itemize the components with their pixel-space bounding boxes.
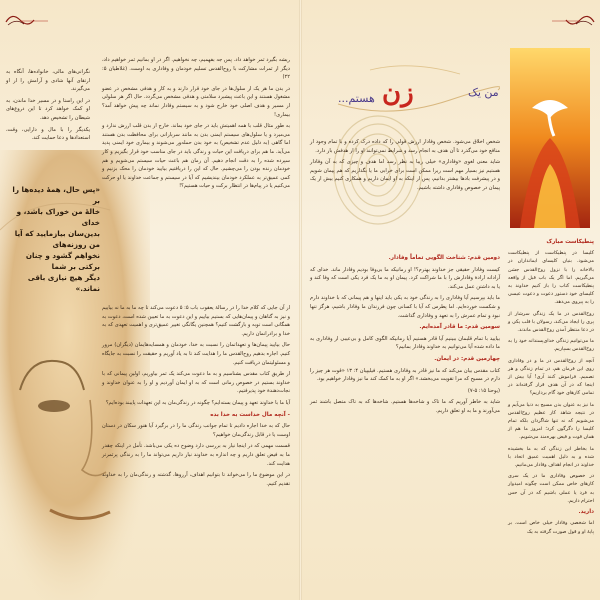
paragraph: در خصوص وفاداری ما در یک سری کارهای خاص ممکن است چگونه امیدوار به فرد یا عملی باشیم که در آن حس احترام داریم.: [508, 473, 594, 504]
left-column-top: [6, 68, 90, 146]
pentecost-photo: [510, 48, 590, 228]
flame-dove-icon: [510, 48, 590, 228]
side-subheading: دارید.: [578, 509, 594, 516]
paragraph: از طریق کتاب مقدس بشناسیم و به ما دعوت می‌کند یک ثمر بیاوریم، اولین پیمانی که با خداوند بستیم در خصوص زمانی است که به او ایمان آوردیم و او را به عنوان خداوند و نجات‌دهندهٔ خود پذیرفتیم.: [102, 371, 290, 395]
title-suffix: هستم...: [338, 92, 375, 105]
paragraph: کیست وفادار حقیقی جز خداوند بهترم؟! او زمانیکه ما بی‌وفا بودیم وفادار ماند. خدای که آزادانه ارادهٔ وفادارش را با ما شراکت کرد. پیمان او به ما یک فرد یکی است که وفا کند و یا به داشتن عمل می‌کند.: [310, 266, 500, 290]
left-page-lower-column: [102, 304, 290, 491]
section-heading: سومین قدم: ما قادر آمده‌ایم.: [419, 324, 500, 331]
left-page-main-column: [102, 56, 290, 194]
page-gutter: [299, 0, 302, 600]
title-main-word: زن: [382, 78, 414, 108]
title-prefix: من یک: [468, 86, 499, 99]
paragraph: کلیسا در پنطیکاست از پنطیکاست می‌شود. بنیان کلیسای ایمانداران در بالاخانه را با نزول روح‌القدس جشن می‌گیریم. اما اگر یک باب قبل از واقعه پنطیکاست کتاب را باز کنیم خداوند به کلیسای خود دستور دعوت و دعوت عیسی را به پیروی می‌دهد.: [508, 250, 594, 306]
paragraph: ریشه بگیرد ثمر خواهد داد. پس جه بفهمیم، چه نخواهیم. اگر در او بمانیم ثمر خواهیم داد، دیگر از ثمرات مشارکت با روح‌القدس تسلیم خودمان و وفاداری به اوست. (غلاطیان ۵: ۲۲): [102, 57, 290, 81]
pull-quote: [6, 184, 100, 294]
ornament-right-icon: [550, 10, 596, 32]
paragraph: یکدیگر را با مال و دارایی، وقت، استعدادها و دعا حمایت کند.: [6, 126, 90, 142]
paragraph: قسمت مهمی که در اینجا نیاز به بررسی دارد وضوح ده یکی می‌باشد. تأمل در اینکه چقدر ما به فیض تعلق داریم و چه اندازه به خداوند نیاز داریم می‌تواند ما را به زندگی پرثمرتر هدایت کند.: [102, 443, 290, 467]
paragraph: به طور مثال قلب با همه اهمیتش باید در جای خود بماند. خارج از بدن قلب ارزش ندارد و می‌میرد و یا سلول‌های سیستم ایمنی بدن به مانند سربازانی برای محافظت بدن هستند اما گاهی (به دلیل عدم تشخیص) به خود بدن حمله‌ور می‌شوند و بیماری خود ایمنی پدید می‌آید. ما هم برای دریافت این حیات و زندگی باید در جای مناسب خود قرار بگیریم و کار سپرده شده را به دقت انجام دهیم. آن زمان هم باعث حیات سیستم می‌شویم و هم خودمان زنده بودن را می‌چشیم. حال که این را دریافتیم بیایید خودمان را محک بزنیم و کمی عمیق‌تر به عملکرد خودمان بیندیشیم که آیا در سیستم و جماعت خداوند یا او حرکت می‌کنیم یا در پیام‌ها در انتظار برکت و حیات هستیم؟!: [102, 123, 290, 190]
paragraph: شاید به خاطر آوریم که ما تاک و شاخه‌ها هستیم. شاخه‌ها که به تاک متصل باشند ثمر می‌آورند و ما به او تعلق داریم.: [310, 399, 500, 414]
pull-quote-line: دیگر هیچ نیازی باقی نماند.»: [27, 273, 100, 293]
side-heading: پنطیکاست مبارک: [546, 239, 594, 245]
paragraph: بیایید با تمام قلبمان ببینیم آیا قادر هستیم آیا زمانیکه الگوی کامل و بی‌عیبی از وفاداری به ما داده شده آیا می‌توانیم به خداوند وفادار بمانیم؟: [310, 335, 500, 351]
paragraph: اما شخصی وفادار خیلی خاص است. بر پایهٔ او و قول صورت گرفته به یک: [508, 520, 594, 535]
right-page-intro: [310, 138, 500, 196]
paragraph: در این موضوع ما را می‌خواند تا بتوانیم اهداف، آرزوها، گذشته و زندگی‌مان را به خداوند تقدیم کنیم.: [102, 472, 290, 487]
pull-quote-line: نخواهم گشود و چنان برکتی بر شما: [25, 251, 100, 271]
paragraph: شاید معنی لغوی «وفاداری» خیلی زیبا به نظر رسد اما هدف و چیزی که به آن وفادار هستیم نیز بسیار مهم است زیرا ممکن است برای خرابی ما یا بگذاریم که هم پیمان شویم و در پیشرفت بادها بیشتر بدانیم، پس از اینکه به او ایمان داریم و همکاری کنیم بیش از یک پیمان در خصوص وفاداری داشته باشیم.: [310, 159, 500, 191]
paragraph: ما می‌توانیم زندگی خدای‌پسندانه خود را به روح‌القدس بسپاریم.: [508, 338, 594, 353]
pull-quote-line: خالهٔ من خوراک باشد، و خدای: [16, 207, 100, 227]
paragraph: ما باید بپرسیم آیا وفاداری را به زندگی خود به یکی باید اینها و هم پیمانی که با خداوند دارم و شکست خورده‌ایم. اما پطرس که آیا با کسانی چون فرزندان ما وفادار باشیم، هرگز تنها نبود و تمام عمرش را به تعهد و وفاداری گذاشت.: [310, 295, 500, 319]
paragraph: حال بیایید پیمان‌ها و تعهداتمان را نسبت به خدا، خودمان و همسایه‌هایمان (دیگران) مرور کنیم. اجازه بدهیم روح‌القدس ما را هدایت کند تا به یاد آوریم و حقیقت را نسبت به جایگاه و مسئولیتمان دریافت کنیم.: [102, 342, 290, 366]
paragraph: از آن جایی که کلام خدا را در رسالهٔ یعقوب باب ۵: ۵ دعوت می‌کند تا چه ما به ما نه بیاییم و نیز به گناهان و پیمان‌هایی که بستیم بیاییم و این دعوت به ما تعیین شده است، دعوت به همگانی است توبه و بازگشت کنیم؟ همچنین یگانگی تغییر عمیق‌تری و اهمیت تعهدی که به خدا و برادرانمان داریم.: [102, 305, 291, 337]
paragraph: (یوحنا ۱۵: ۵-۷): [467, 387, 500, 394]
paragraph: حال که به خدا اجازه دادیم تا تمام جوانب زندگی ما را در برگیرد آیا هنوز سکان در دستان اوست یا در قابل زندگی‌مان خواهیم؟: [102, 423, 290, 438]
paragraph: ما بخاطر این زندگی که به ما بخشیده شده و به دلیل اهمیت عمیق اتحاد با خداوند در انجام اهداف وفادار می‌مانیم.: [508, 445, 594, 469]
ornament-left-icon: [4, 10, 50, 32]
paragraph: شخص اخلاق می‌شود. شخص وفادار ارزش قولی را که داده درک کرده و با تمام وجود از منافع خود می‌گذرد تا آن هدف به انجام رسد و شرایط نمی‌توانند او را از هدفش باز دارد.: [310, 139, 500, 154]
section-heading: دومین قدم: شناخت الگویی تماماً وفادار.: [388, 255, 500, 261]
side-column: [508, 238, 594, 539]
right-page-main-column: [310, 254, 500, 419]
paragraph: در بدن ما هر یک از سلول‌ها در جای خود قرار دارند و به کار و هدفی مشخص در عضو مشغول هستند و این باعث پیشبرد سلامتی و هدفی مشخص می‌گردد. حال اگر هر سلولی از مسیر و هدف اصلی خود خارج شود و به سیستم وفادار نماند چه پیش خواهد آمد؟ بیماری!: [102, 85, 290, 118]
paragraph: در این راستا و در مسیر خدا ماندن، به او کمک خواهد کرد تا این دروغ‌های شیطان را تشخیص دهد.: [6, 97, 90, 121]
paragraph: آنچه از روح‌القدس در ما و در وفاداری روی این فرمان هم، در تمام زندگی و هر تصمیم. فراموش کنند آری! آیا بیش از اینجا که در آن هدف قرار گرفته‌اند در تمامی کارهای خود گام برداریم؟: [508, 357, 594, 397]
section-heading: - آنچه مال خداست به خدا بده: [210, 411, 290, 418]
paragraph: کتاب مقدس بیان می‌کند که ما نیز قادر به وفاداری هستیم. فیلیپیان ۴: ۱۳ «قوت هر چیز را دارم در مسیح که مرا تقویت می‌بخشد.» اگر او به ما کمک کند ما نیز وفادار خواهیم بود.: [310, 367, 501, 383]
paragraph: ما نیز به عنوان بدن مسیح به دنیا می‌آیم و در نتیجه شاهد کار عظیم روح‌القدس می‌شویم که نه تنها شاگردان بلکه تمام کلیسا را دگرگون کرد؛ امروز ما هم از همان قوت و فیض بهره‌مند می‌شویم.: [508, 401, 594, 441]
pull-quote-line: «پس حال، همهٔ دیده‌ها را بر: [12, 185, 100, 205]
paragraph: آیا ما با خداوند تعهد و پیمان بسته‌ایم؟ چگونه در زندگی‌مان به این تعهدات پایبند بوده‌ایم؟: [105, 399, 290, 406]
section-heading: چهارمین قدم: در ایمان.: [434, 355, 500, 362]
paragraph: روح‌القدس در ما یک زندگی سرشار از پری را ایجاد می‌کند، رسولان با قلب یکی و در دعا منتظر آمدن روح‌القدس ماندند.: [508, 310, 594, 334]
paragraph: نگرانی‌های مالی، خانواده‌ها، آنگاه به ارتقای آنها شادی و آرامش را از او می‌گیرند.: [6, 69, 90, 93]
pull-quote-line: بدین‌سان بیازمایید که آیا من روزنه‌های: [14, 229, 100, 249]
